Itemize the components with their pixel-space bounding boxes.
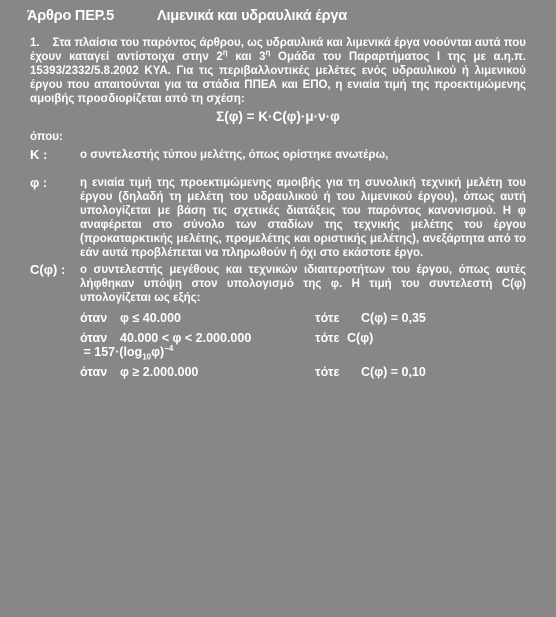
definition-phi [30, 176, 526, 260]
condition-row-3 [80, 365, 526, 379]
definition-symbol: Κ : [30, 147, 48, 162]
definition-text: ο συντελεστής μεγέθους και τεχνικών ιδιαιτεροτήτων του έργου, όπως αυτές λήφθηκαν υπόψη στον υπολογισμό της φ. Η τιμή του συντελεστή C(φ) υπολογίζεται ως εξής: [80, 264, 526, 304]
condition-expr: 40.000 < φ < 2.000.000 [120, 331, 252, 345]
condition-then: τότε [315, 331, 340, 345]
condition-when: όταν [80, 311, 108, 325]
log-exponent: −4 [164, 343, 174, 353]
intro-text-3: Ομάδα του Παραρτήματος Ι της με α.η.π. 15393/2332/5.8.2002 ΚΥΑ. Για τις περιβαλλοντικές μελέτες ενός υδραυλικού ή λιμενικού έργου που απαιτούνται για τα στάδια ΠΠΕΑ και ΕΠΟ, η ενιαία τιμή της προεκτιμώμενης αμοιβής προσδιορίζεται από τη σχέση: [30, 51, 526, 105]
intro-sup-2: η [265, 48, 271, 58]
where-label: όπου: [30, 131, 63, 143]
definition-text: ο συντελεστής τύπου μελέτης, όπως ορίστηκε ανωτέρω, [80, 149, 389, 161]
condition-result: C(φ) [347, 331, 374, 345]
article-number: Άρθρο ΠΕΡ.5 [27, 8, 114, 24]
condition-expr: φ ≤ 40.000 [120, 311, 181, 325]
definition-symbol: C(φ) : [30, 262, 66, 277]
condition-result: C(φ) = 0,10 [361, 365, 426, 379]
intro-text-2: και 3 [227, 51, 266, 63]
definition-k [30, 148, 526, 162]
log-formula-part-1: = 157·(log [83, 345, 143, 359]
main-formula: Σ(φ) = Κ·C(φ)·μ·ν·φ [216, 109, 340, 124]
condition-row-2-formula [80, 343, 526, 362]
definition-text: η ενιαία τιμή της προεκτιμώμενης αμοιβής για τη συνολική τεχνική μελέτη του έργου (δηλαδή τη μελέτη του υδραυλικού ή του λιμενικού έργου), όπως αυτή υπολογίζεται με βάση τις σχετικές διατάξεις του παρόντος κανονισμού. Η φ αναφέρεται στο σύνολο των σταδίων της τεχνικής μελέτης του έργου (προκαταρκτικής μελέτης, προμελέτης και οριστικής μελέτης), ανεξάρτητα από το εάν αυτά προβλέπεται να πληρωθούν ή όχι στο εκάστοτε έργο. [80, 177, 526, 259]
article-title [27, 6, 526, 26]
condition-when: όταν [80, 331, 108, 345]
definition-c [30, 263, 526, 305]
log-formula-part-2: φ) [151, 345, 165, 359]
log-base: 10 [142, 352, 152, 362]
condition-result: C(φ) = 0,35 [361, 311, 426, 325]
condition-then: τότε [315, 365, 340, 379]
intro-sup-1: η [222, 48, 228, 58]
article-heading: Λιμενικά και υδραυλικά έργα [157, 8, 347, 24]
condition-expr: φ ≥ 2.000.000 [120, 365, 199, 379]
condition-row-2 [80, 331, 526, 345]
intro-paragraph [30, 36, 526, 106]
definition-symbol: φ : [30, 175, 48, 190]
condition-when: όταν [80, 365, 108, 379]
intro-text-1: 1. Στα πλαίσια του παρόντος άρθρου, ως υδραυλικά και λιμενικά έργα νοούνται αυτά που έχουν καταγεί αντίστοιχα στην 2 [30, 37, 526, 63]
condition-then: τότε [315, 311, 340, 325]
condition-row-1 [80, 311, 526, 325]
